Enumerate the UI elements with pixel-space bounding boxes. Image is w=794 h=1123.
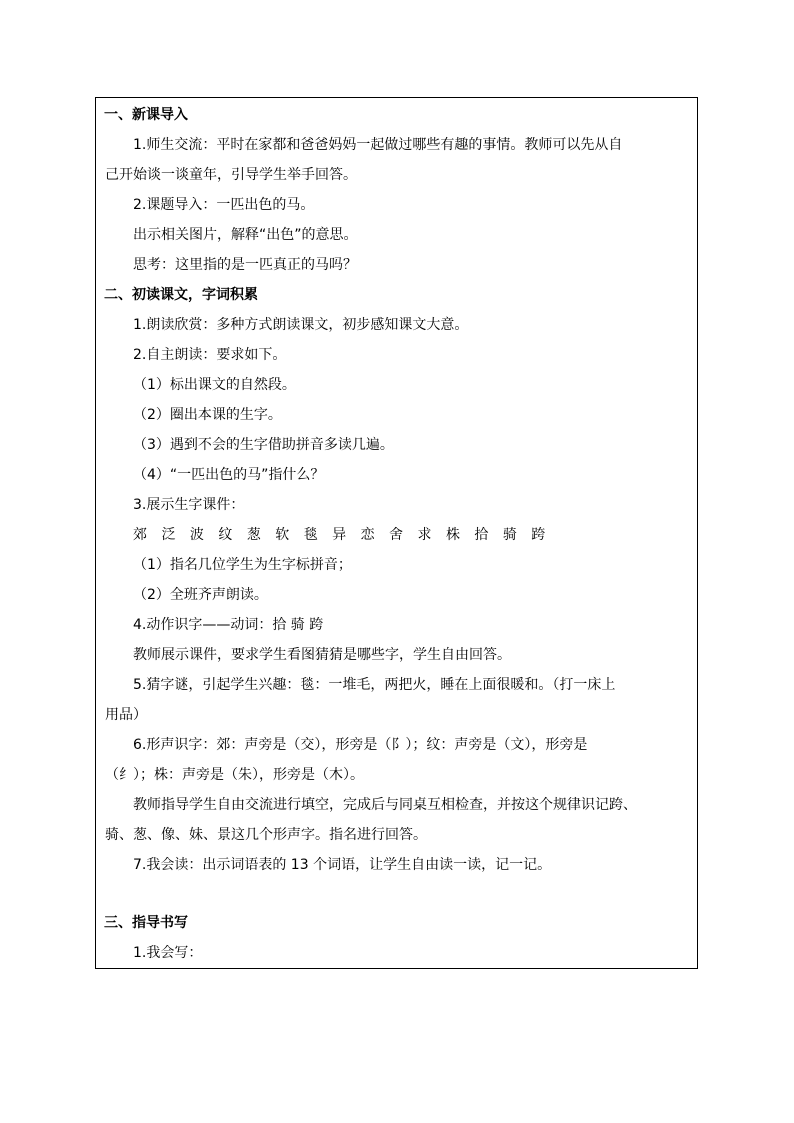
text-line: （1）指名几位学生为生字标拼音； — [133, 557, 352, 573]
character-list: 郊 泛 波 纹 葱 软 毯 异 恋 舍 求 株 拾 骑 跨 — [133, 527, 551, 543]
section-heading-2: 二、初读课文，字词积累 — [104, 287, 258, 303]
text-line: （2）圈出本课的生字。 — [133, 407, 282, 423]
text-line: 教师展示课件，要求学生看图猜猜是哪些字，学生自由回答。 — [133, 647, 511, 663]
text-line: （3）遇到不会的生字借助拼音多读几遍。 — [133, 437, 394, 453]
lesson-plan-table — [95, 97, 698, 969]
text-line: 1.我会写： — [133, 945, 203, 961]
text-line: 用品） — [105, 707, 147, 723]
text-line: 己开始谈一谈童年，引导学生举手回答。 — [105, 167, 357, 183]
text-line: （纟）；株：声旁是（朱），形旁是（木）。 — [105, 767, 364, 783]
text-line: 出示相关图片，解释“出色”的意思。 — [133, 227, 358, 243]
text-line: （4）“一匹出色的马”指什么？ — [133, 467, 325, 483]
text-line: 2.自主朗读：要求如下。 — [133, 347, 287, 363]
text-line: 6.形声识字：郊：声旁是（交），形旁是（阝）；纹：声旁是（文），形旁是 — [133, 737, 588, 753]
text-line: 4.动作识字——动词：拾 骑 跨 — [133, 617, 324, 633]
text-line: 3.展示生字课件： — [133, 497, 245, 513]
text-line: 思考：这里指的是一匹真正的马吗？ — [133, 257, 357, 273]
text-line: 1.朗读欣赏：多种方式朗读课文，初步感知课文大意。 — [133, 317, 469, 333]
text-line: 5.猜字谜，引起学生兴趣：毯：一堆毛，两把火，睡在上面很暖和。（打一床上 — [133, 677, 616, 693]
text-line: （2）全班齐声朗读。 — [133, 587, 268, 603]
text-line: 7.我会读：出示词语表的 13 个词语，让学生自由读一读，记一记。 — [133, 857, 552, 873]
text-line: 1.师生交流：平时在家都和爸爸妈妈一起做过哪些有趣的事情。教师可以先从自 — [133, 137, 623, 153]
section-heading-3: 三、指导书写 — [104, 915, 188, 931]
text-line: 2.课题导入：一匹出色的马。 — [133, 197, 315, 213]
text-line: 教师指导学生自由交流进行填空，完成后与同桌互相检查，并按这个规律识记跨、 — [133, 797, 637, 813]
section-heading-1: 一、新课导入 — [104, 107, 188, 123]
text-line: （1）标出课文的自然段。 — [133, 377, 296, 393]
text-line: 骑、葱、像、妹、景这几个形声字。指名进行回答。 — [105, 827, 427, 843]
